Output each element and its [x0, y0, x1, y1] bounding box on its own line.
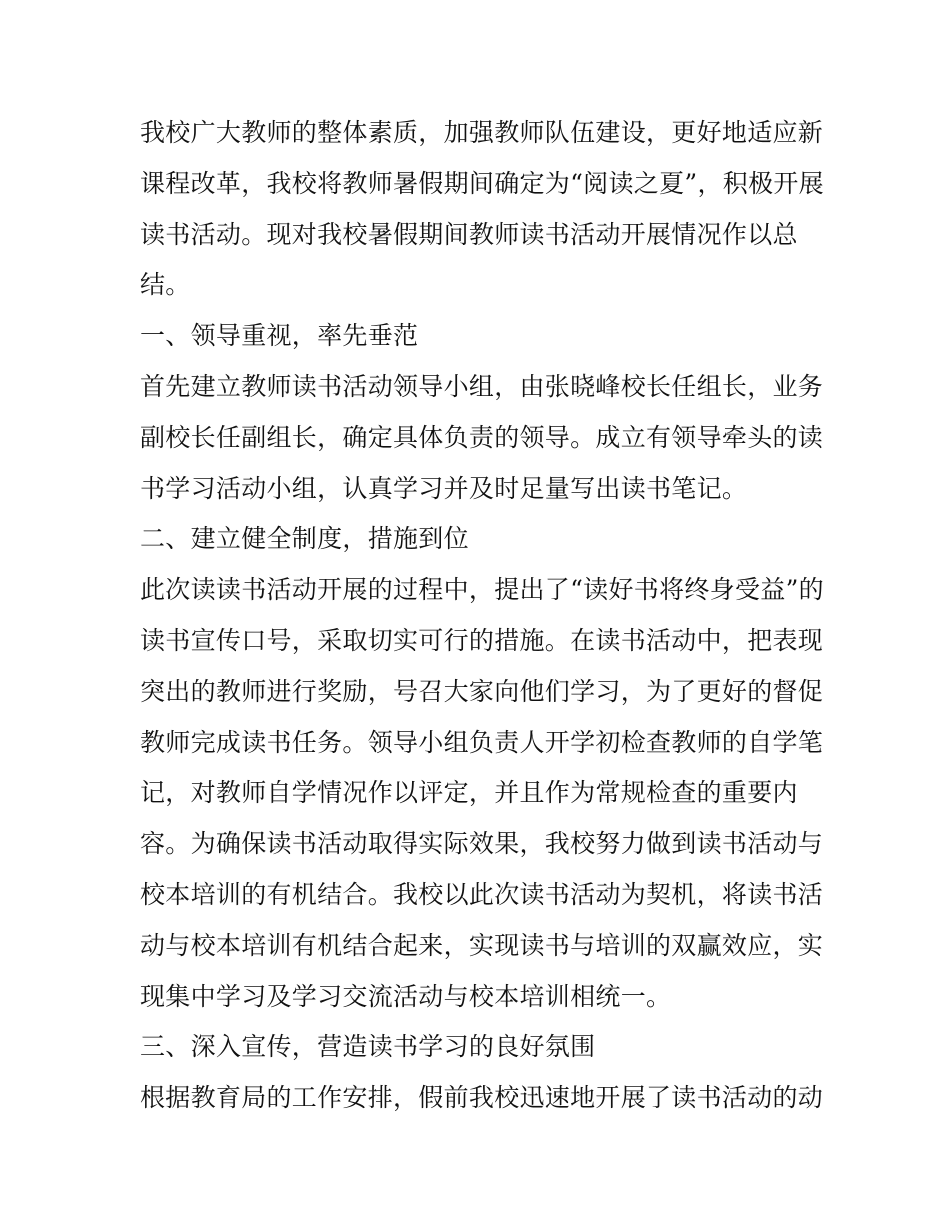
text-line: 书学习活动小组，认真学习并及时足量写出读书笔记。 — [140, 473, 748, 503]
text-line: 根据教育局的工作安排，假前我校迅速地开展了读书活动的动 — [140, 1083, 824, 1113]
text-line: 记，对教师自学情况作以评定，并且作为常规检查的重要内 — [140, 778, 798, 808]
text-line: 此次读读书活动开展的过程中，提出了“读好书将终身受益”的 — [140, 575, 824, 605]
section-heading-1: 一、领导重视，率先垂范 — [140, 321, 419, 351]
section-heading-3: 三、深入宣传，营造读书学习的良好氛围 — [140, 1032, 596, 1062]
text-line: 读书宣传口号，采取切实可行的措施。在读书活动中，把表现 — [140, 625, 824, 655]
body-text — [140, 108, 824, 1124]
text-line: 结。 — [140, 270, 191, 300]
text-line: 校本培训的有机结合。我校以此次读书活动为契机，将读书活 — [140, 879, 824, 909]
text-line: 课程改革，我校将教师暑假期间确定为“阅读之夏”，积极开展 — [140, 168, 824, 198]
section-heading-2: 二、建立健全制度，措施到位 — [140, 524, 469, 554]
text-line: 教师完成读书任务。领导小组负责人开学初检查教师的自学笔 — [140, 727, 824, 757]
text-line: 现集中学习及学习交流活动与校本培训相统一。 — [140, 981, 672, 1011]
text-line: 我校广大教师的整体素质，加强教师队伍建设，更好地适应新 — [140, 118, 824, 147]
text-line: 首先建立教师读书活动领导小组，由张晓峰校长任组长，业务 — [140, 371, 824, 401]
text-line: 容。为确保读书活动取得实际效果，我校努力做到读书活动与 — [140, 829, 824, 859]
text-line: 副校长任副组长，确定具体负责的领导。成立有领导牵头的读 — [140, 422, 824, 452]
text-line: 动与校本培训有机结合起来，实现读书与培训的双赢效应，实 — [140, 930, 824, 960]
text-line: 读书活动。现对我校暑假期间教师读书活动开展情况作以总 — [140, 219, 798, 249]
text-line: 突出的教师进行奖励，号召大家向他们学习，为了更好的督促 — [140, 676, 824, 706]
